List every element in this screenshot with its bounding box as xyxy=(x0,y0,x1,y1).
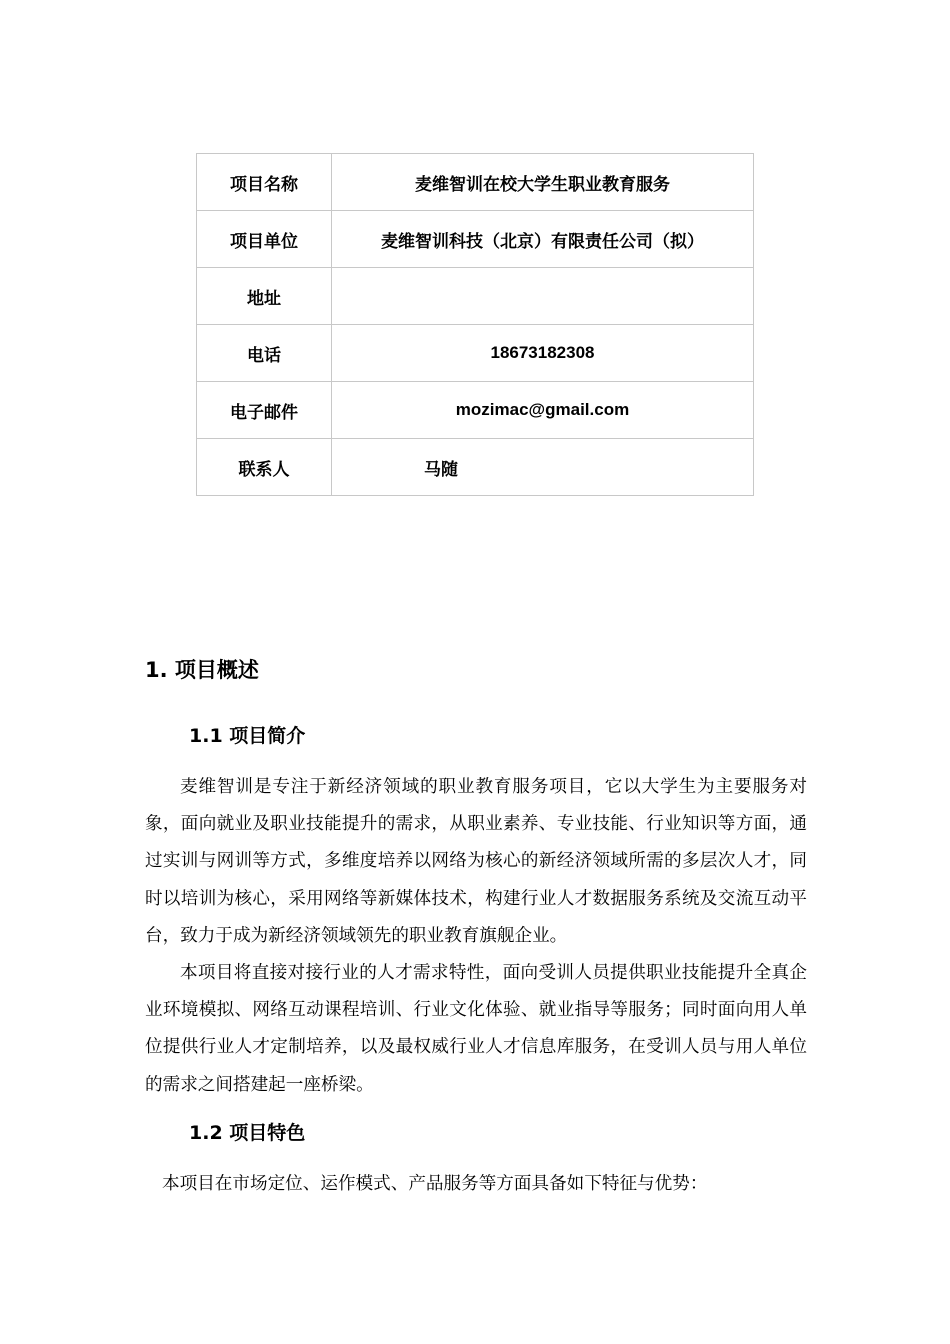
table-value-cell: mozimac@gmail.com xyxy=(332,382,754,439)
table-row xyxy=(197,268,754,325)
table-row xyxy=(197,325,754,382)
subsection-heading-features: 1.2 项目特色 xyxy=(189,1122,306,1144)
table-label-cell: 项目单位 xyxy=(197,211,332,268)
features-intro-text: 本项目在市场定位、运作模式、产品服务等方面具备如下特征与优势： xyxy=(162,1174,708,1194)
table-value-cell: 18673182308 xyxy=(332,325,754,382)
table-row xyxy=(197,211,754,268)
intro-paragraph: 本项目将直接对接行业的人才需求特性，面向受训人员提供职业技能提升全真企业环境模拟、网络互动课程培训、行业文化体验、就业指导等服务；同时面向用人单位提供行业人才定制培养，以及最权威行业人才信息库服务，在受训人员与用人单位的需求之间搭建起一座桥梁。 xyxy=(145,963,807,1095)
table-row xyxy=(197,154,754,211)
subsection-heading-intro: 1.1 项目简介 xyxy=(189,725,306,747)
table-value-cell: 麦维智训在校大学生职业教育服务 xyxy=(332,154,754,211)
table-value-cell: 马随 xyxy=(332,439,754,496)
table-label-cell: 地址 xyxy=(197,268,332,325)
table-label-cell: 电子邮件 xyxy=(197,382,332,439)
intro-paragraph: 麦维智训是专注于新经济领域的职业教育服务项目，它以大学生为主要服务对象，面向就业及职业技能提升的需求，从职业素养、专业技能、行业知识等方面，通过实训与网训等方式，多维度培养以网络为核心的新经济领域所需的多层次人才，同时以培训为核心，采用网络等新媒体技术，构建行业人才数据服务系统及交流互动平台，致力于成为新经济领域领先的职业教育旗舰企业。 xyxy=(145,777,807,946)
table-row xyxy=(197,382,754,439)
table-value-cell: 麦维智训科技（北京）有限责任公司（拟） xyxy=(332,211,754,268)
project-info-table xyxy=(196,153,754,496)
table-row xyxy=(197,439,754,496)
section-heading: 1. 项目概述 xyxy=(145,658,259,682)
table-label-cell: 项目名称 xyxy=(197,154,332,211)
table-label-cell: 电话 xyxy=(197,325,332,382)
table-label-cell: 联系人 xyxy=(197,439,332,496)
table-value-cell xyxy=(332,268,754,325)
